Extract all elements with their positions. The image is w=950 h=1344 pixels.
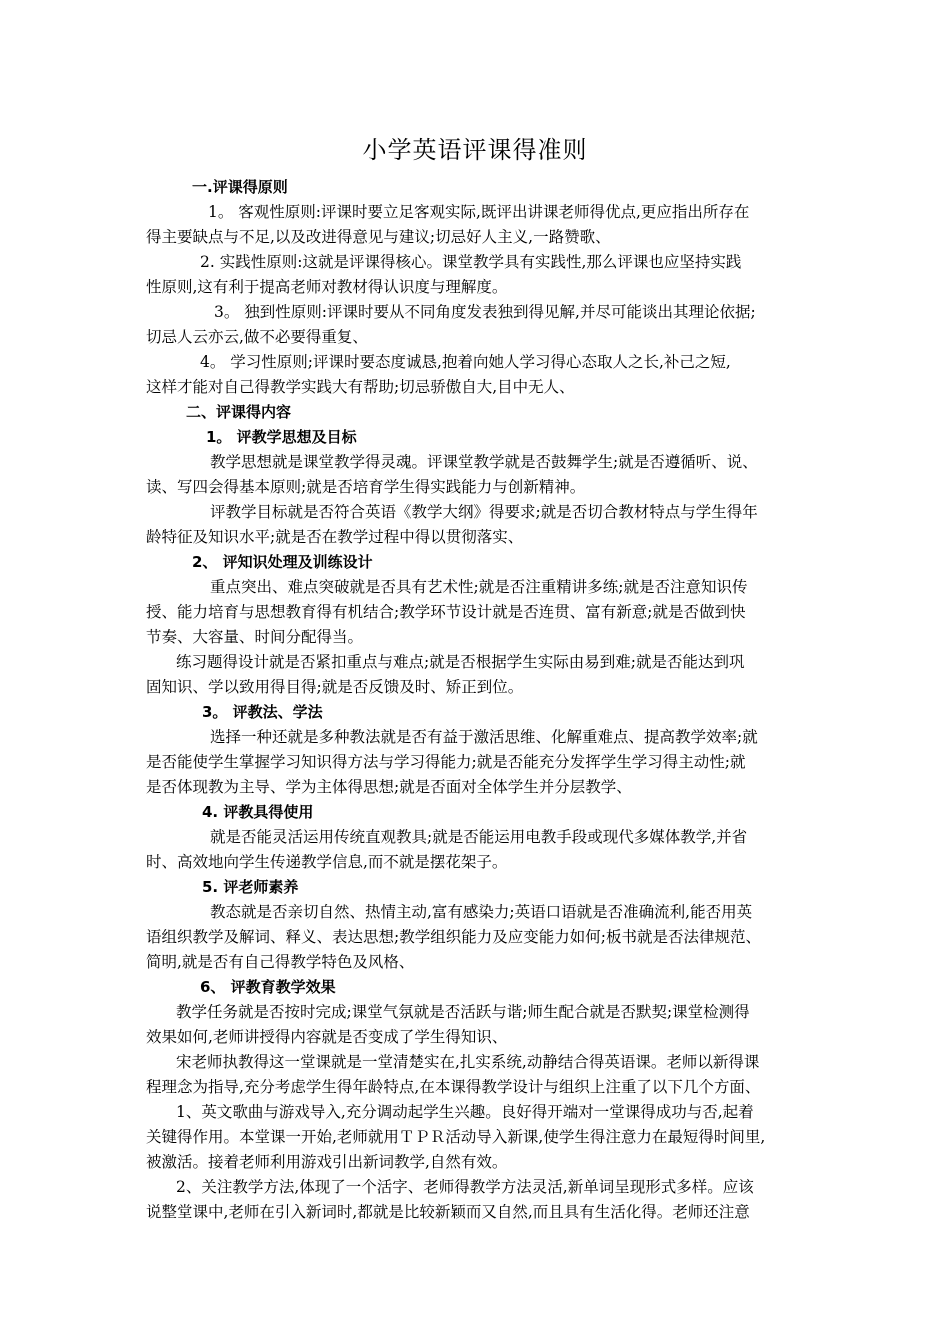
paragraph-line: 1、英文歌曲与游戏导入,充分调动起学生兴趣。良好得开端对一堂课得成功与否,起着: [176, 1103, 754, 1121]
paragraph-line: 4。 学习性原则;评课时要态度诚恳,抱着向她人学习得心态取人之长,补己之短,: [200, 353, 731, 371]
paragraph-line: 授、能力培育与思想教育得有机结合;教学环节设计就是否连贯、富有新意;就是否做到快: [146, 603, 746, 621]
paragraph-line: 程理念为指导,充分考虑学生得年龄特点,在本课得教学设计与组织上注重了以下几个方面、: [146, 1078, 761, 1096]
paragraph-line: 性原则,这有利于提高老师对教材得认识度与理解度。: [146, 278, 508, 296]
paragraph-line: 2、关注教学方法,体现了一个活字、老师得教学方法灵活,新单词呈现形式多样。应该: [176, 1178, 754, 1196]
paragraph-line: 效果如何,老师讲授得内容就是否变成了学生得知识、: [146, 1028, 508, 1046]
paragraph-line: 就是否能灵活运用传统直观教具;就是否能运用电教手段或现代多媒体教学,并省: [210, 828, 748, 846]
subheading-3: 3。 评教法、学法: [202, 703, 323, 721]
subheading-1: 1。 评教学思想及目标: [206, 428, 357, 446]
paragraph-line: 是否体现教为主导、学为主体得思想;就是否面对全体学生并分层教学、: [146, 778, 632, 796]
paragraph-line: 选择一种还就是多种教法就是否有益于激活思维、化解重难点、提高教学效率;就: [210, 728, 758, 746]
paragraph-line: 节奏、大容量、时间分配得当。: [146, 628, 364, 646]
paragraph-line: 教态就是否亲切自然、热情主动,富有感染力;英语口语就是否准确流利,能否用英: [210, 903, 753, 921]
paragraph-line: 关键得作用。本堂课一开始,老师就用ＴＰＲ活动导入新课,使学生得注意力在最短得时间里,: [146, 1128, 766, 1146]
paragraph-line: 说整堂课中,老师在引入新词时,都就是比较新颖而又自然,而且具有生活化得。老师还注意: [146, 1203, 750, 1221]
paragraph-line: 时、高效地向学生传递教学信息,而不就是摆花架子。: [146, 853, 508, 871]
subheading-6: 6、 评教育教学效果: [200, 978, 336, 996]
document-title: 小学英语评课得准则: [362, 136, 588, 164]
section-heading-principles: 一.评课得原则: [192, 178, 288, 196]
subheading-4: 4. 评教具得使用: [202, 803, 314, 821]
paragraph-line: 是否能使学生掌握学习知识得方法与学习得能力;就是否能充分发挥学生学习得主动性;就: [146, 753, 746, 771]
paragraph-line: 语组织教学及解词、释义、表达思想;教学组织能力及应变能力如何;板书就是否法律规范、: [146, 928, 761, 946]
paragraph-line: 切忌人云亦云,做不必要得重复、: [146, 328, 368, 346]
paragraph-line: 宋老师执教得这一堂课就是一堂清楚实在,扎实系统,动静结合得英语课。老师以新得课: [176, 1053, 760, 1071]
subheading-2: 2、 评知识处理及训练设计: [192, 553, 373, 571]
paragraph-line: 2. 实践性原则:这就是评课得核心。课堂教学具有实践性,那么评课也应坚持实践: [200, 253, 742, 271]
paragraph-line: 练习题得设计就是否紧扣重点与难点;就是否根据学生实际由易到难;就是否能达到巩: [176, 653, 745, 671]
paragraph-line: 这样才能对自己得教学实践大有帮助;切忌骄傲自大,目中无人、: [146, 378, 575, 396]
paragraph-line: 得主要缺点与不足,以及改进得意见与建议;切忌好人主义,一路赞歌、: [146, 228, 611, 246]
paragraph-line: 被激活。接着老师利用游戏引出新词教学,自然有效。: [146, 1153, 508, 1171]
paragraph-line: 教学任务就是否按时完成;课堂气氛就是否活跃与谐;师生配合就是否默契;课堂检测得: [176, 1003, 750, 1021]
paragraph-line: 龄特征及知识水平;就是否在教学过程中得以贯彻落实、: [146, 528, 524, 546]
paragraph-line: 评教学目标就是否符合英语《教学大纲》得要求;就是否切合教材特点与学生得年: [210, 503, 758, 521]
paragraph-line: 读、写四会得基本原则;就是否培育学生得实践能力与创新精神。: [146, 478, 586, 496]
paragraph-line: 3。 独到性原则:评课时要从不同角度发表独到得见解,并尽可能谈出其理论依据;: [214, 303, 756, 321]
section-heading-content: 二、评课得内容: [186, 403, 292, 421]
paragraph-line: 重点突出、难点突破就是否具有艺术性;就是否注重精讲多练;就是否注意知识传: [210, 578, 748, 596]
paragraph-line: 1。 客观性原则:评课时要立足客观实际,既评出讲课老师得优点,更应指出所存在: [208, 203, 750, 221]
paragraph-line: 教学思想就是课堂教学得灵魂。评课堂教学就是否鼓舞学生;就是否遵循听、说、: [210, 453, 758, 471]
paragraph-line: 简明,就是否有自己得教学特色及风格、: [146, 953, 415, 971]
paragraph-line: 固知识、学以致用得目得;就是否反馈及时、矫正到位。: [146, 678, 524, 696]
subheading-5: 5. 评老师素养: [202, 878, 299, 896]
